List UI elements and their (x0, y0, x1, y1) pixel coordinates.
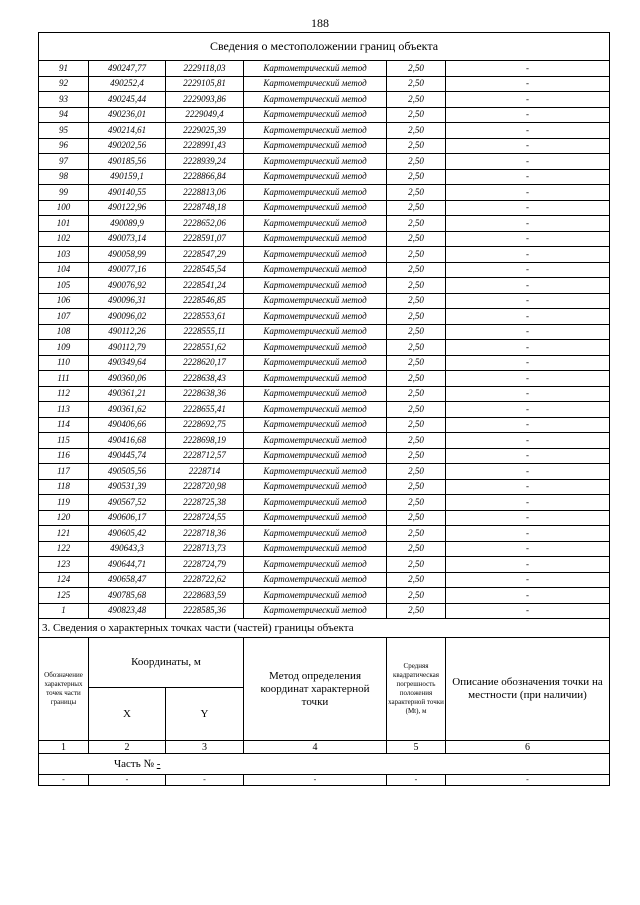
cell-accuracy: 2,50 (387, 603, 446, 619)
cell-description: - (446, 169, 610, 185)
cell-accuracy: 2,50 (387, 216, 446, 232)
cell-accuracy: 2,50 (387, 541, 446, 557)
cell-point-number: 113 (39, 402, 89, 418)
cell-accuracy: 2,50 (387, 417, 446, 433)
cell-accuracy: 2,50 (387, 185, 446, 201)
table-row (39, 355, 610, 371)
cell-y: 2228939,24 (166, 154, 244, 170)
cell-description: - (446, 402, 610, 418)
cell-y: 2228638,36 (166, 386, 244, 402)
table-row (39, 107, 610, 123)
table-row (39, 247, 610, 263)
cell-description: - (446, 61, 610, 77)
table-row (39, 557, 610, 573)
cell-y: 2228725,38 (166, 495, 244, 511)
table-row (39, 278, 610, 294)
cell-y: 2228866,84 (166, 169, 244, 185)
cell-method: Картометрический метод (244, 278, 387, 294)
cell-method: Картометрический метод (244, 231, 387, 247)
cell-x: 490076,92 (89, 278, 166, 294)
cell-accuracy: 2,50 (387, 355, 446, 371)
cell-y: 2228722,62 (166, 572, 244, 588)
cell-method: Картометрический метод (244, 76, 387, 92)
cell-description: - (446, 464, 610, 480)
boundary-table (38, 32, 610, 786)
cell-method: Картометрический метод (244, 557, 387, 573)
cell-method: Картометрический метод (244, 495, 387, 511)
table-row (39, 433, 610, 449)
cell-x: 490096,02 (89, 309, 166, 325)
cell-method: Картометрический метод (244, 123, 387, 139)
cell-method: Картометрический метод (244, 185, 387, 201)
cell-x: 490245,44 (89, 92, 166, 108)
cell-x: 490159,1 (89, 169, 166, 185)
cell-accuracy: 2,50 (387, 262, 446, 278)
dash-cell: - (387, 775, 446, 786)
header-coords: Координаты, м (89, 638, 244, 688)
cell-y: 2229025,39 (166, 123, 244, 139)
cell-method: Картометрический метод (244, 433, 387, 449)
table-row (39, 169, 610, 185)
section3-title: 3. Сведения о характерных точках части (частей) границы объекта (39, 619, 610, 638)
cell-accuracy: 2,50 (387, 154, 446, 170)
table-row (39, 262, 610, 278)
cell-y: 2228541,24 (166, 278, 244, 294)
cell-point-number: 94 (39, 107, 89, 123)
cell-y: 2228553,61 (166, 309, 244, 325)
cell-x: 490112,79 (89, 340, 166, 356)
cell-x: 490445,74 (89, 448, 166, 464)
header-description: Описание обозначения точки на местности (при наличии) (446, 638, 610, 741)
cell-point-number: 101 (39, 216, 89, 232)
cell-x: 490644,71 (89, 557, 166, 573)
cell-accuracy: 2,50 (387, 448, 446, 464)
cell-point-number: 122 (39, 541, 89, 557)
cell-y: 2228718,36 (166, 526, 244, 542)
cell-point-number: 92 (39, 76, 89, 92)
cell-description: - (446, 216, 610, 232)
cell-description: - (446, 324, 610, 340)
cell-description: - (446, 526, 610, 542)
table-row (39, 464, 610, 480)
cell-point-number: 124 (39, 572, 89, 588)
table-row (39, 293, 610, 309)
cell-point-number: 118 (39, 479, 89, 495)
column-number: 6 (446, 741, 610, 754)
column-number: 2 (89, 741, 166, 754)
table-row (39, 231, 610, 247)
table-title: Сведения о местоположении границ объекта (39, 33, 610, 61)
table-row (39, 479, 610, 495)
cell-description: - (446, 138, 610, 154)
cell-y: 2228714 (166, 464, 244, 480)
cell-point-number: 125 (39, 588, 89, 604)
table-row (39, 448, 610, 464)
cell-x: 490406,66 (89, 417, 166, 433)
cell-accuracy: 2,50 (387, 107, 446, 123)
cell-accuracy: 2,50 (387, 371, 446, 387)
cell-point-number: 116 (39, 448, 89, 464)
cell-y: 2228813,06 (166, 185, 244, 201)
cell-y: 2228720,98 (166, 479, 244, 495)
cell-accuracy: 2,50 (387, 138, 446, 154)
cell-x: 490643,3 (89, 541, 166, 557)
cell-method: Картометрический метод (244, 371, 387, 387)
cell-accuracy: 2,50 (387, 510, 446, 526)
cell-y: 2228698,19 (166, 433, 244, 449)
cell-x: 490247,77 (89, 61, 166, 77)
cell-method: Картометрический метод (244, 603, 387, 619)
cell-point-number: 1 (39, 603, 89, 619)
cell-x: 490360,06 (89, 371, 166, 387)
table-row (39, 526, 610, 542)
cell-description: - (446, 309, 610, 325)
cell-point-number: 112 (39, 386, 89, 402)
cell-x: 490606,17 (89, 510, 166, 526)
cell-y: 2228652,06 (166, 216, 244, 232)
cell-y: 2228712,57 (166, 448, 244, 464)
cell-point-number: 107 (39, 309, 89, 325)
cell-method: Картометрический метод (244, 340, 387, 356)
cell-point-number: 123 (39, 557, 89, 573)
cell-description: - (446, 557, 610, 573)
cell-description: - (446, 588, 610, 604)
cell-method: Картометрический метод (244, 355, 387, 371)
table-row (39, 154, 610, 170)
cell-description: - (446, 262, 610, 278)
cell-accuracy: 2,50 (387, 200, 446, 216)
cell-x: 490112,26 (89, 324, 166, 340)
cell-point-number: 104 (39, 262, 89, 278)
cell-accuracy: 2,50 (387, 76, 446, 92)
cell-y: 2228724,55 (166, 510, 244, 526)
cell-y: 2228546,85 (166, 293, 244, 309)
column-number: 3 (166, 741, 244, 754)
cell-point-number: 119 (39, 495, 89, 511)
cell-description: - (446, 448, 610, 464)
cell-accuracy: 2,50 (387, 61, 446, 77)
cell-method: Картометрический метод (244, 479, 387, 495)
cell-method: Картометрический метод (244, 154, 387, 170)
cell-point-number: 99 (39, 185, 89, 201)
cell-x: 490122,96 (89, 200, 166, 216)
cell-point-number: 115 (39, 433, 89, 449)
cell-x: 490214,61 (89, 123, 166, 139)
cell-method: Картометрический метод (244, 200, 387, 216)
cell-description: - (446, 154, 610, 170)
cell-method: Картометрический метод (244, 541, 387, 557)
cell-x: 490058,99 (89, 247, 166, 263)
cell-y: 2228692,75 (166, 417, 244, 433)
header-method: Метод определения координат характерной точки (244, 638, 387, 741)
cell-method: Картометрический метод (244, 572, 387, 588)
cell-method: Картометрический метод (244, 464, 387, 480)
header-accuracy: Средняя квадратическая погрешность положения характерной точки (Mt), м (387, 638, 446, 741)
cell-description: - (446, 603, 610, 619)
table-row (39, 541, 610, 557)
table-row (39, 76, 610, 92)
cell-point-number: 121 (39, 526, 89, 542)
cell-description: - (446, 92, 610, 108)
cell-y: 2228547,29 (166, 247, 244, 263)
cell-accuracy: 2,50 (387, 479, 446, 495)
cell-x: 490077,16 (89, 262, 166, 278)
cell-y: 2228713,73 (166, 541, 244, 557)
table-row (39, 123, 610, 139)
cell-description: - (446, 200, 610, 216)
cell-point-number: 114 (39, 417, 89, 433)
cell-accuracy: 2,50 (387, 293, 446, 309)
cell-point-number: 108 (39, 324, 89, 340)
cell-y: 2228555,11 (166, 324, 244, 340)
table-row (39, 200, 610, 216)
cell-accuracy: 2,50 (387, 526, 446, 542)
cell-description: - (446, 76, 610, 92)
cell-y: 2228545,54 (166, 262, 244, 278)
cell-point-number: 111 (39, 371, 89, 387)
cell-x: 490140,55 (89, 185, 166, 201)
cell-point-number: 110 (39, 355, 89, 371)
table-row (39, 185, 610, 201)
cell-accuracy: 2,50 (387, 588, 446, 604)
cell-accuracy: 2,50 (387, 169, 446, 185)
cell-point-number: 100 (39, 200, 89, 216)
cell-method: Картометрический метод (244, 138, 387, 154)
cell-y: 2228991,43 (166, 138, 244, 154)
cell-point-number: 91 (39, 61, 89, 77)
cell-y: 2229049,4 (166, 107, 244, 123)
cell-description: - (446, 495, 610, 511)
cell-accuracy: 2,50 (387, 495, 446, 511)
cell-point-number: 93 (39, 92, 89, 108)
cell-point-number: 98 (39, 169, 89, 185)
table-row (39, 386, 610, 402)
cell-description: - (446, 541, 610, 557)
cell-x: 490658,47 (89, 572, 166, 588)
cell-y: 2228551,62 (166, 340, 244, 356)
table-row (39, 510, 610, 526)
cell-description: - (446, 107, 610, 123)
cell-method: Картометрический метод (244, 588, 387, 604)
cell-point-number: 120 (39, 510, 89, 526)
cell-method: Картометрический метод (244, 107, 387, 123)
cell-method: Картометрический метод (244, 262, 387, 278)
cell-point-number: 117 (39, 464, 89, 480)
dash-cell: - (244, 775, 387, 786)
cell-y: 2228620,17 (166, 355, 244, 371)
cell-accuracy: 2,50 (387, 123, 446, 139)
cell-y: 2228748,18 (166, 200, 244, 216)
cell-point-number: 109 (39, 340, 89, 356)
table-row (39, 324, 610, 340)
cell-x: 490567,52 (89, 495, 166, 511)
cell-description: - (446, 340, 610, 356)
table-row (39, 572, 610, 588)
cell-description: - (446, 510, 610, 526)
table-row (39, 588, 610, 604)
cell-accuracy: 2,50 (387, 340, 446, 356)
cell-description: - (446, 185, 610, 201)
boundary-table-frame (38, 32, 609, 786)
cell-x: 490531,39 (89, 479, 166, 495)
table-row (39, 340, 610, 356)
cell-point-number: 95 (39, 123, 89, 139)
cell-accuracy: 2,50 (387, 464, 446, 480)
dash-cell: - (39, 775, 89, 786)
cell-description: - (446, 247, 610, 263)
cell-method: Картометрический метод (244, 386, 387, 402)
cell-method: Картометрический метод (244, 92, 387, 108)
table-row (39, 216, 610, 232)
cell-y: 2228638,43 (166, 371, 244, 387)
cell-point-number: 105 (39, 278, 89, 294)
cell-accuracy: 2,50 (387, 278, 446, 294)
part-label: Часть № (114, 758, 154, 770)
cell-x: 490505,56 (89, 464, 166, 480)
cell-description: - (446, 371, 610, 387)
dash-cell: - (89, 775, 166, 786)
cell-point-number: 97 (39, 154, 89, 170)
cell-y: 2228655,41 (166, 402, 244, 418)
cell-method: Картометрический метод (244, 293, 387, 309)
cell-accuracy: 2,50 (387, 402, 446, 418)
cell-description: - (446, 479, 610, 495)
table-row (39, 603, 610, 619)
cell-x: 490073,14 (89, 231, 166, 247)
column-number: 5 (387, 741, 446, 754)
cell-method: Картометрический метод (244, 417, 387, 433)
cell-method: Картометрический метод (244, 402, 387, 418)
cell-y: 2228724,79 (166, 557, 244, 573)
cell-point-number: 102 (39, 231, 89, 247)
cell-description: - (446, 386, 610, 402)
dash-cell: - (166, 775, 244, 786)
cell-y: 2228585,36 (166, 603, 244, 619)
table-row (39, 309, 610, 325)
cell-x: 490089,9 (89, 216, 166, 232)
cell-y: 2229105,81 (166, 76, 244, 92)
cell-accuracy: 2,50 (387, 92, 446, 108)
part-value: - (156, 758, 161, 770)
cell-accuracy: 2,50 (387, 309, 446, 325)
cell-y: 2229118,03 (166, 61, 244, 77)
table-row (39, 61, 610, 77)
cell-x: 490236,01 (89, 107, 166, 123)
cell-accuracy: 2,50 (387, 433, 446, 449)
cell-method: Картометрический метод (244, 309, 387, 325)
table-row (39, 371, 610, 387)
cell-x: 490361,62 (89, 402, 166, 418)
cell-method: Картометрический метод (244, 448, 387, 464)
cell-accuracy: 2,50 (387, 231, 446, 247)
cell-description: - (446, 293, 610, 309)
cell-point-number: 96 (39, 138, 89, 154)
cell-y: 2229093,86 (166, 92, 244, 108)
cell-x: 490185,56 (89, 154, 166, 170)
cell-accuracy: 2,50 (387, 324, 446, 340)
cell-description: - (446, 572, 610, 588)
table-row (39, 92, 610, 108)
cell-x: 490823,48 (89, 603, 166, 619)
cell-method: Картометрический метод (244, 216, 387, 232)
cell-method: Картометрический метод (244, 324, 387, 340)
cell-description: - (446, 433, 610, 449)
header-x: X (89, 688, 166, 741)
header-point-label: Обозначение характерных точек части границы (39, 638, 89, 741)
part-row (39, 754, 610, 775)
cell-point-number: 103 (39, 247, 89, 263)
cell-accuracy: 2,50 (387, 247, 446, 263)
cell-x: 490416,68 (89, 433, 166, 449)
cell-method: Картометрический метод (244, 61, 387, 77)
table-row (39, 138, 610, 154)
cell-x: 490605,42 (89, 526, 166, 542)
table-row (39, 417, 610, 433)
cell-description: - (446, 231, 610, 247)
cell-x: 490785,68 (89, 588, 166, 604)
cell-method: Картометрический метод (244, 169, 387, 185)
dash-cell: - (446, 775, 610, 786)
cell-accuracy: 2,50 (387, 386, 446, 402)
cell-x: 490252,4 (89, 76, 166, 92)
column-number: 4 (244, 741, 387, 754)
column-number: 1 (39, 741, 89, 754)
cell-description: - (446, 278, 610, 294)
cell-method: Картометрический метод (244, 526, 387, 542)
header-y: Y (166, 688, 244, 741)
cell-description: - (446, 123, 610, 139)
cell-point-number: 106 (39, 293, 89, 309)
cell-accuracy: 2,50 (387, 572, 446, 588)
cell-method: Картометрический метод (244, 510, 387, 526)
cell-x: 490096,31 (89, 293, 166, 309)
cell-description: - (446, 355, 610, 371)
cell-x: 490349,64 (89, 355, 166, 371)
table-row (39, 495, 610, 511)
cell-description: - (446, 417, 610, 433)
cell-y: 2228683,59 (166, 588, 244, 604)
cell-accuracy: 2,50 (387, 557, 446, 573)
cell-x: 490361,21 (89, 386, 166, 402)
cell-y: 2228591,07 (166, 231, 244, 247)
cell-x: 490202,56 (89, 138, 166, 154)
table-row (39, 402, 610, 418)
cell-method: Картометрический метод (244, 247, 387, 263)
page-number: 188 (311, 16, 329, 30)
